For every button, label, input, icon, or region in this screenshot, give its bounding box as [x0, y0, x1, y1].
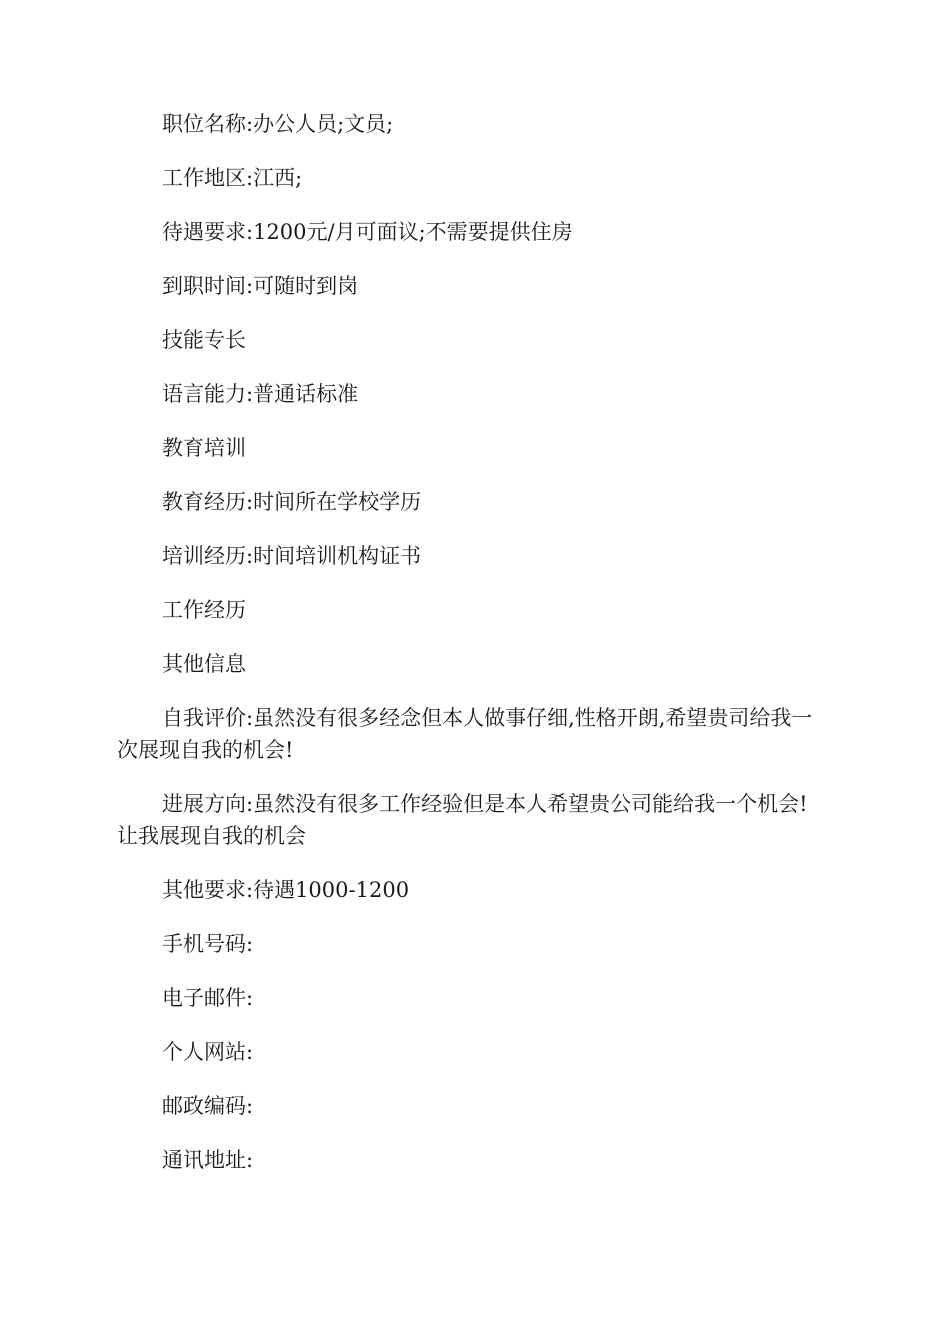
education-training-heading: 教育培训 — [162, 436, 246, 460]
salary-requirement-line: 待遇要求:1200元/月可面议;不需要提供住房 — [162, 220, 573, 244]
language-ability-line: 语言能力:普通话标准 — [162, 382, 359, 406]
job-title-line: 职位名称:办公人员;文员; — [162, 112, 394, 136]
mobile-number-field: 手机号码: — [162, 932, 254, 956]
skills-heading: 技能专长 — [162, 328, 246, 352]
work-experience-heading: 工作经历 — [162, 598, 246, 622]
document-body — [117, 108, 827, 1198]
other-requirements-line: 其他要求:待遇1000-1200 — [162, 878, 410, 902]
email-field: 电子邮件: — [162, 986, 254, 1010]
other-info-heading: 其他信息 — [162, 652, 246, 676]
work-region-line: 工作地区:江西; — [162, 166, 303, 190]
mailing-address-field: 通讯地址: — [162, 1148, 254, 1172]
postal-code-field: 邮政编码: — [162, 1094, 254, 1118]
training-history-line: 培训经历:时间培训机构证书 — [162, 544, 422, 568]
career-direction-paragraph: 进展方向:虽然没有很多工作经验但是本人希望贵公司能给我一个机会!让我展现自我的机会 — [117, 792, 808, 848]
education-history-line: 教育经历:时间所在学校学历 — [162, 490, 422, 514]
self-evaluation-paragraph: 自我评价:虽然没有很多经念但本人做事仔细,性格开朗,希望贵司给我一次展现自我的机会! — [117, 706, 813, 762]
personal-website-field: 个人网站: — [162, 1040, 254, 1064]
start-date-line: 到职时间:可随时到岗 — [162, 274, 359, 298]
